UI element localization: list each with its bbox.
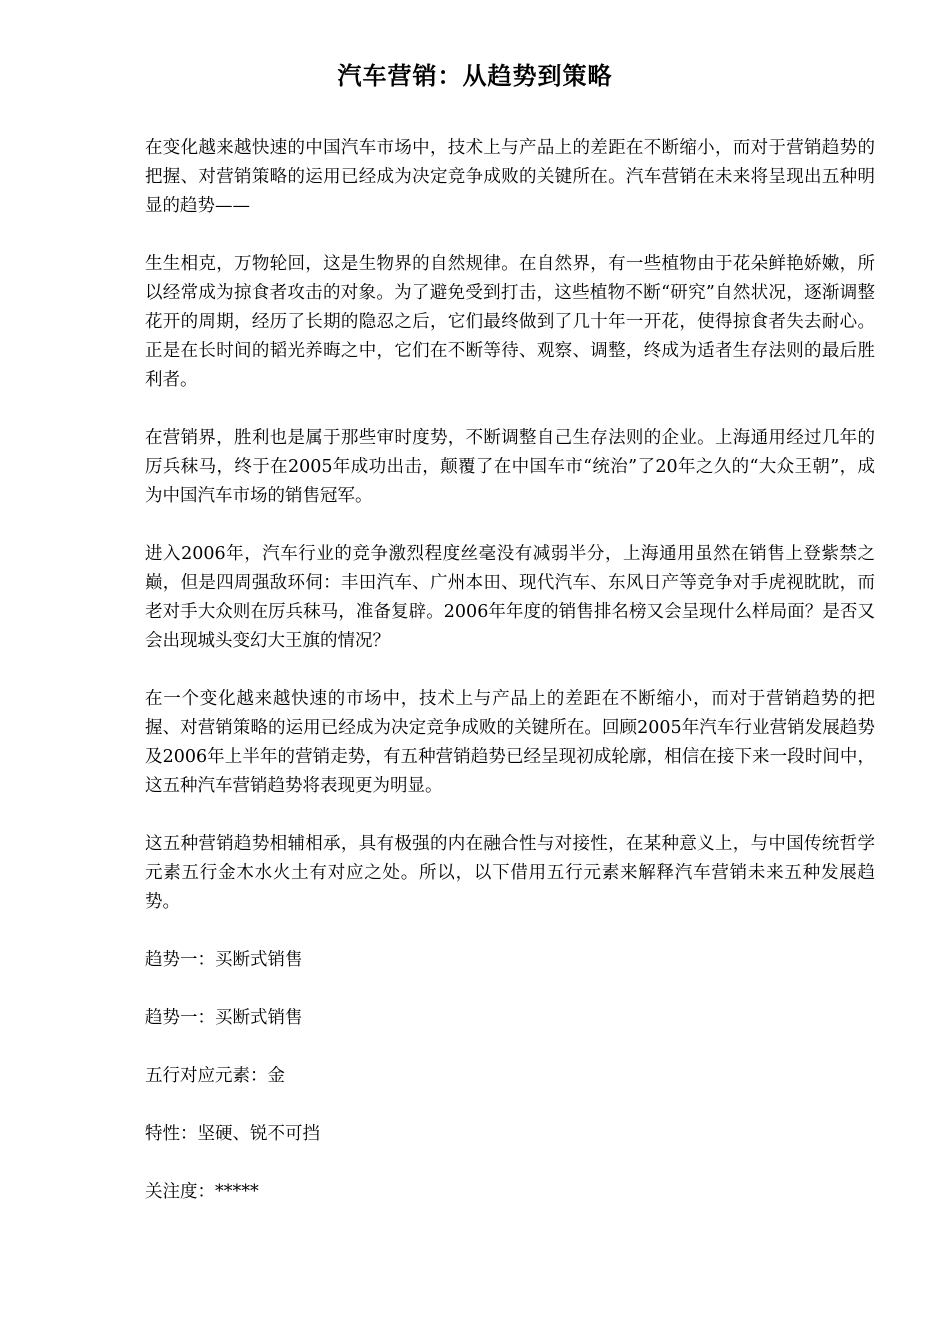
document-title: 汽车营销：从趋势到策略 [337,63,613,90]
paragraph-2006-competition: 进入2006年，汽车行业的竞争激烈程度丝毫没有减弱半分，上海通用虽然在销售上登紫禁之巅，但是四周强敌环伺：丰田汽车、广州本田、现代汽车、东风日产等竞争对手虎视眈眈，而老对手大众则在厉兵秣马，准备复辟。2006年年度的销售排名榜又会呈现什么样局面？是否又会出现城头变幻大王旗的情况？ [145,544,875,651]
paragraph-five-elements: 这五种营销趋势相辅相承，具有极强的内在融合性与对接性，在某种意义上，与中国传统哲学元素五行金木水火土有对应之处。所以，以下借用五行元素来解释汽车营销未来五种发展趋势。 [145,834,875,912]
property-line: 特性：坚硬、锐不可挡 [145,1124,320,1144]
document-body [145,134,875,1236]
paragraph-five-trends: 在一个变化越来越快速的市场中，技术上与产品上的差距在不断缩小，而对于营销趋势的把握、对营销策略的运用已经成为决定竞争成败的关键所在。回顾2005年汽车行业营销发展趋势及2006年上半年的营销走势，有五种营销趋势已经呈现初成轮廓，相信在接下来一段时间中，这五种汽车营销趋势将表现更为明显。 [145,689,875,796]
trend-heading: 趋势一：买断式销售 [145,950,303,970]
trend-heading-repeat: 趋势一：买断式销售 [145,1008,303,1028]
paragraph-nature-analogy: 生生相克，万物轮回，这是生物界的自然规律。在自然界，有一些植物由于花朵鲜艳娇嫩，所以经常成为掠食者攻击的对象。为了避免受到打击，这些植物不断“研究”自然状况，逐渐调整花开的周期，经历了长期的隐忍之后，它们最终做到了几十年一开花，使得掠食者失去耐心。正是在长时间的韬光养晦之中，它们在不断等待、观察、调整，终成为适者生存法则的最后胜利者。 [145,254,875,390]
element-line: 五行对应元素：金 [145,1066,285,1086]
paragraph-shanghai-gm: 在营销界，胜利也是属于那些审时度势，不断调整自己生存法则的企业。上海通用经过几年的厉兵秣马，终于在2005年成功出击，颠覆了在中国车市“统治”了20年之久的“大众王朝”，成为中国汽车市场的销售冠军。 [145,428,875,506]
attention-line: 关注度：***** [145,1182,259,1202]
paragraph-intro: 在变化越来越快速的中国汽车市场中，技术上与产品上的差距在不断缩小，而对于营销趋势的把握、对营销策略的运用已经成为决定竞争成败的关键所在。汽车营销在未来将呈现出五种明显的趋势—— [145,138,875,216]
